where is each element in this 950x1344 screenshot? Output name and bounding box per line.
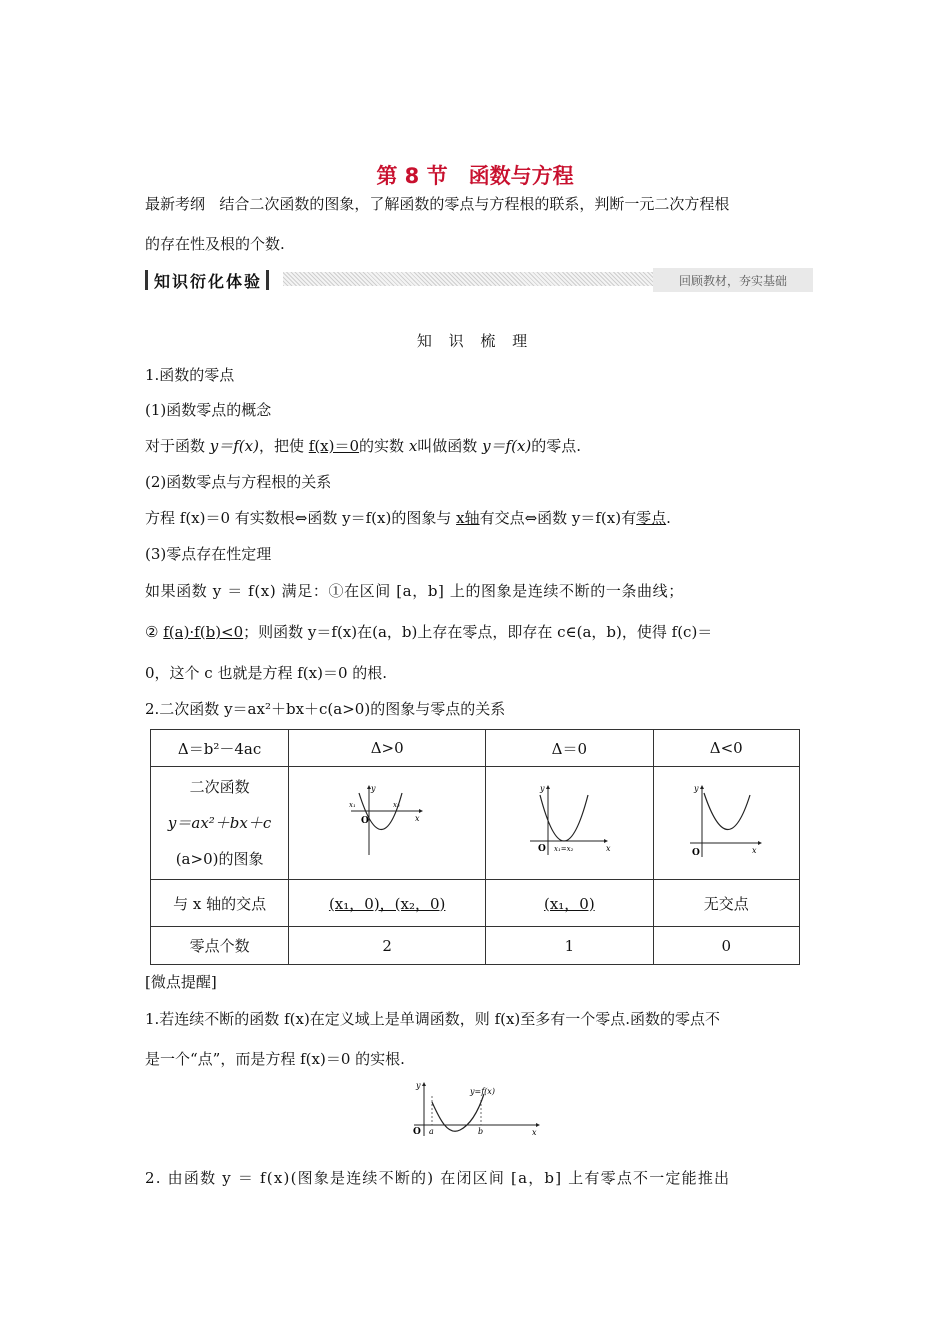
thm-blank: f(a)·f(b)<0 <box>163 623 244 641</box>
def-text-d: 叫做函数 <box>417 437 483 455</box>
axis-x-label: x <box>606 844 611 853</box>
table-row <box>151 927 800 965</box>
def-blank: f(x)＝0 <box>308 437 360 455</box>
table-cell: 零点个数 <box>151 927 289 965</box>
axis-y-label: y <box>540 784 545 793</box>
axis-x-label: x <box>415 814 420 823</box>
table-cell: 2 <box>289 927 486 965</box>
rel-text-b: 有交点⇔函数 y＝f(x)有 <box>479 509 637 527</box>
fig-origin-label: O <box>413 1127 421 1137</box>
table-cell: 0 <box>653 927 799 965</box>
quadratic-table <box>150 729 800 965</box>
table-row <box>151 880 800 927</box>
parabola-two-roots <box>347 781 427 861</box>
syllabus-label: 最新考纲 <box>145 195 206 213</box>
parabola-one-root <box>524 781 614 861</box>
fig-function-label: y=f(x) <box>470 1087 495 1096</box>
fig-b-label: b <box>478 1127 484 1136</box>
table-cell: 1 <box>486 927 653 965</box>
rel-blank-2: 零点 <box>636 509 667 527</box>
fig-x-label: x <box>532 1128 537 1137</box>
thm-text-a: ② <box>145 623 164 641</box>
axis-x-label: x <box>752 846 757 855</box>
table-row <box>151 730 800 767</box>
table-cell <box>486 880 653 927</box>
table-row <box>151 767 800 880</box>
thm-text-b: ；则函数 y＝f(x)在(a，b)上存在零点，即存在 c∈(a，b)，使得 f(c)＝ <box>243 623 713 641</box>
origin-label: O <box>692 848 701 858</box>
def-text-a: 对于函数 <box>145 437 210 455</box>
axis-y-label: y <box>694 784 699 793</box>
root-x2-label: x₂ <box>393 801 400 809</box>
fig-y-label: y <box>416 1081 421 1090</box>
theorem-line-2 <box>145 621 712 642</box>
table-header-cell: Δ＝0 <box>486 730 653 767</box>
graph-row-label-2: y＝ax²＋bx＋c <box>167 814 272 832</box>
tip1-line-1: 1.若连续不断的函数 f(x)在定义域上是单调函数，则 f(x)至多有一个零点.函数的零点不 <box>145 1010 721 1028</box>
tips-heading: [微点提醒] <box>145 973 217 991</box>
s1-sub3: (3)零点存在性定理 <box>145 545 272 563</box>
rel-blank-1: x轴 <box>456 509 480 527</box>
graph-cell-no-root <box>653 767 799 880</box>
syllabus-line-1 <box>145 193 729 214</box>
def-var: x <box>408 437 418 455</box>
rel-text-a: 方程 f(x)＝0 有实数根⇔函数 y＝f(x)的图象与 <box>145 509 457 527</box>
s1-heading: 1.函数的零点 <box>145 366 235 384</box>
rel-text-c: . <box>666 509 671 527</box>
monotone-figure <box>410 1080 545 1138</box>
def-text-c: 的实数 <box>359 437 409 455</box>
table-cell <box>289 880 486 927</box>
parabola-no-root <box>686 781 766 861</box>
section-title: 知 识 梳 理 <box>416 332 534 350</box>
root-x1-label: x₁ <box>349 801 356 809</box>
tip1-line-2: 是一个“点”，而是方程 f(x)＝0 的实根. <box>145 1050 405 1068</box>
banner-label <box>145 268 269 292</box>
page-title: 第 8 节 函数与方程 <box>376 164 574 188</box>
def-func-2: y＝f(x) <box>482 437 532 455</box>
intersection-two: (x₁，0)，(x₂，0) <box>328 894 446 913</box>
intersection-one: (x₁，0) <box>543 894 595 913</box>
double-root-label: x₁=x₂ <box>554 845 574 853</box>
graph-cell-one-root <box>486 767 653 880</box>
theorem-line-3: 0，这个 c 也就是方程 f(x)＝0 的根. <box>145 664 388 682</box>
table-header-cell: Δ＝b²－4ac <box>151 730 289 767</box>
banner-right-text: 回顾教材，夯实基础 <box>653 268 813 292</box>
def-text-e: 的零点. <box>531 437 582 455</box>
table-header-cell: Δ<0 <box>653 730 799 767</box>
tip2-line-1: 2. 由函数 y ＝ f(x)(图象是连续不断的) 在闭区间 [a，b] 上有零点不一定能推出 <box>145 1169 731 1187</box>
section-banner <box>145 268 813 292</box>
graph-cell-two-roots <box>289 767 486 880</box>
origin-label: O <box>538 844 547 854</box>
banner-left-text: 知识衍化体验 <box>154 271 263 291</box>
s1-sub1: (1)函数零点的概念 <box>145 401 272 419</box>
graph-row-label-3: (a>0)的图象 <box>175 850 264 868</box>
relation-line <box>145 507 671 528</box>
s1-sub2: (2)函数零点与方程根的关系 <box>145 473 332 491</box>
graph-row-label-1: 二次函数 <box>189 778 250 796</box>
graph-row-label <box>151 767 289 880</box>
def-func: y＝f(x) <box>209 437 259 455</box>
syllabus-line-2: 的存在性及根的个数. <box>145 235 285 253</box>
s2-heading: 2.二次函数 y＝ax²＋bx＋c(a>0)的图象与零点的关系 <box>145 700 506 718</box>
table-cell: 与 x 轴的交点 <box>151 880 289 927</box>
fig-a-label: a <box>429 1127 434 1136</box>
axis-y-label: y <box>371 784 376 793</box>
def-text-b: ，把使 <box>258 437 309 455</box>
syllabus-text-1: 结合二次函数的图象，了解函数的零点与方程根的联系，判断一元二次方程根 <box>219 195 730 213</box>
banner-hatch <box>283 272 653 286</box>
zero-definition <box>145 435 581 456</box>
origin-label: O <box>361 816 370 826</box>
table-cell: 无交点 <box>653 880 799 927</box>
theorem-line-1: 如果函数 y ＝ f(x) 满足：①在区间 [a，b] 上的图象是连续不断的一条曲线； <box>145 582 684 600</box>
table-header-cell: Δ>0 <box>289 730 486 767</box>
